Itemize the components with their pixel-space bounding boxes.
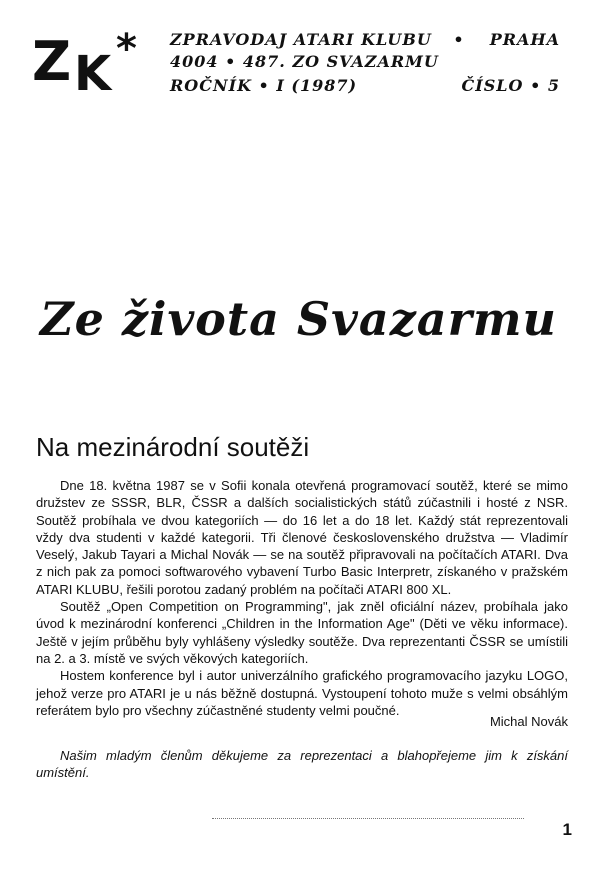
page-number: 1	[562, 820, 572, 839]
logo-letter-z: Z	[32, 30, 72, 93]
masthead-separator: •	[453, 30, 465, 49]
logo-star-icon: *	[116, 26, 137, 72]
masthead-volume: ROČNÍK • I (1987)	[170, 76, 358, 95]
section-title: Ze života Svazarmu	[40, 292, 557, 346]
article-paragraph: Dne 18. května 1987 se v Sofii konala otevřená programovací soutěž, které se mimo družstev ze SSSR, BLR, ČSSR a dalších socialistických států zúčastnili i hosté z NSR. Soutěž probíhala ve dvou kategoriích — do 16 let a do 18 let. Každý stát reprezentovali vždy dva studenti v každé kategorii. Tři členové československého družstva — Vladimír Veselý, Jakub Tayari a Michal Novák — se na soutěž připravovali na počítačích ATARI. Dva z nich pak za pomoci softwarového vybavení Turbo Basic Interpretr, získaného v pražském ATARI KLUBU, řešili porotou zadaný problém na počítači ATARI 800 XL.	[36, 478, 568, 597]
masthead-city-group	[453, 30, 560, 49]
thanks-note: Našim mladým členům děkujeme za reprezentaci a blahopřejeme jim k získání umístění.	[36, 748, 568, 781]
article-title: Na mezinárodní soutěži	[36, 432, 310, 462]
masthead-line-3	[170, 76, 560, 95]
logo-letter-k: K	[74, 46, 112, 102]
footer-divider	[212, 818, 524, 819]
article-paragraph: Soutěž „Open Competition on Programming", jak zněl oficiální název, probíhala jako úvod k mezinárodní konferenci „Children in the Information Age" (Děti ve věku informace). Ještě v jejím průběhu byly vyhlášeny výsledky soutěže. Dva reprezentanti ČSSR se umístili na 2. a 3. místě ve svých věkových kategoriích.	[36, 599, 568, 666]
masthead-issue: ČÍSLO • 5	[461, 76, 560, 95]
article-paragraph: Hostem konference byl i autor univerzálního grafického programovacího jazyku LOGO, jehož verze pro ATARI je u nás běžně dostupná. Vystoupení tohoto muže s velmi obsáhlým referátem bylo pro všechny zúčastněné studenty velmi poučné.	[36, 668, 568, 718]
article-body	[36, 477, 568, 719]
article-author: Michal Novák	[489, 714, 568, 729]
masthead-newsletter-name: ZPRAVODAJ ATARI KLUBU	[170, 30, 432, 49]
club-logo	[26, 20, 137, 102]
masthead-line-1	[170, 30, 560, 49]
masthead-city: PRAHA	[489, 30, 560, 49]
masthead-line-2: 4004 • 487. ZO SVAZARMU	[170, 52, 439, 71]
